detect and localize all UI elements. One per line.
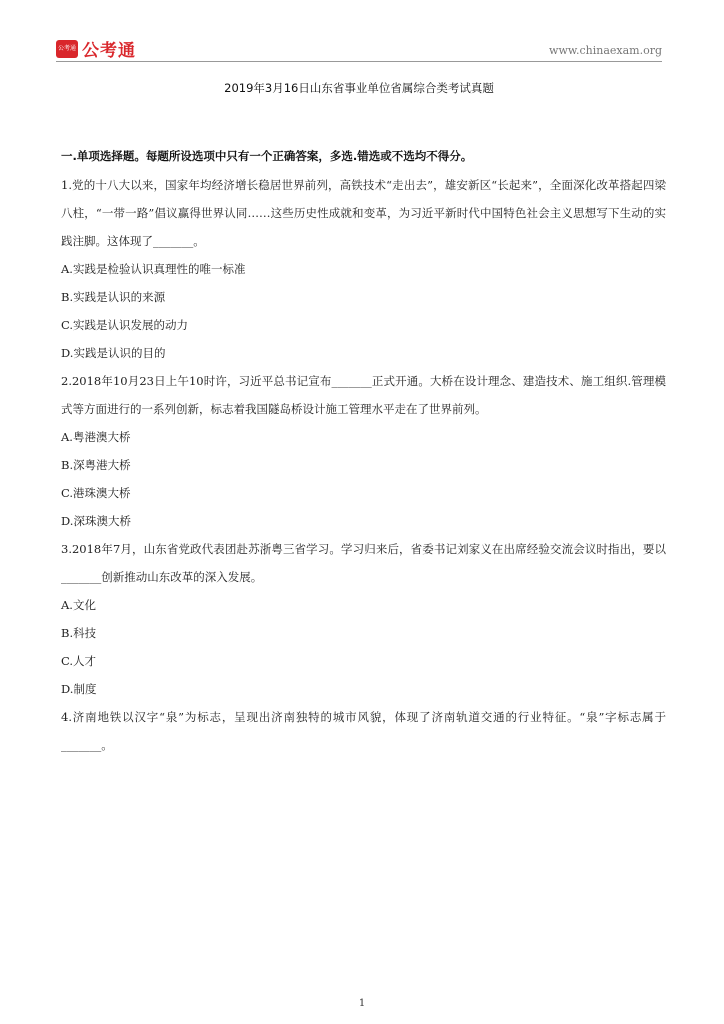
page-header [56,36,662,60]
question-stem: 1.党的十八大以来，国家年均经济增长稳居世界前列，高铁技术“走出去”，雄安新区“长起来”，全面深化改革搭起四梁八柱，“一带一路”倡议赢得世界认同……这些历史性成就和变革，为习近平新时代中国特色社会主义思想写下生动的实践注脚。这体现了_______。 [61,178,666,248]
question-stem: 3.2018年7月，山东省党政代表团赴苏浙粤三省学习。学习归来后，省委书记刘家义在出席经验交流会议时指出，要以_______创新推动山东改革的深入发展。 [61,542,666,584]
question-4 [61,703,666,759]
document-title: 2019年3月16日山东省事业单位省属综合类考试真题 [224,81,494,95]
section-heading: 一.单项选择题。每题所设选项中只有一个正确答案，多选.错选或不选均不得分。 [61,149,473,163]
option-b: B.实践是认识的来源 [61,290,166,304]
logo [56,36,136,61]
question-2 [61,367,666,535]
page-number: 1 [358,998,366,1009]
option-d: D.制度 [61,682,97,696]
document-body [61,146,666,759]
option-b: B.深粤港大桥 [61,458,131,472]
option-c: C.人才 [61,654,97,668]
logo-text: 公考通 [82,41,136,61]
site-url: www.chinaexam.org [549,44,662,57]
logo-badge: 公考通 [56,40,78,58]
question-stem: 4.济南地铁以汉字“泉”为标志，呈现出济南独特的城市风貌，体现了济南轨道交通的行业特征。“泉”字标志属于_______。 [61,710,666,752]
header-divider [56,61,662,62]
option-d: D.实践是认识的目的 [61,346,166,360]
option-d: D.深珠澳大桥 [61,514,131,528]
option-c: C.港珠澳大桥 [61,486,131,500]
option-a: A.粤港澳大桥 [61,430,131,444]
question-1 [61,171,666,367]
question-stem: 2.2018年10月23日上午10时许，习近平总书记宣布_______正式开通。大桥在设计理念、建造技术、施工组织.管理模式等方面进行的一系列创新，标志着我国隧岛桥设计施工管理水平走在了世界前列。 [61,374,666,416]
question-3 [61,535,666,703]
option-b: B.科技 [61,626,97,640]
option-a: A.实践是检验认识真理性的唯一标准 [61,262,246,276]
option-a: A.文化 [61,598,96,612]
option-c: C.实践是认识发展的动力 [61,318,189,332]
